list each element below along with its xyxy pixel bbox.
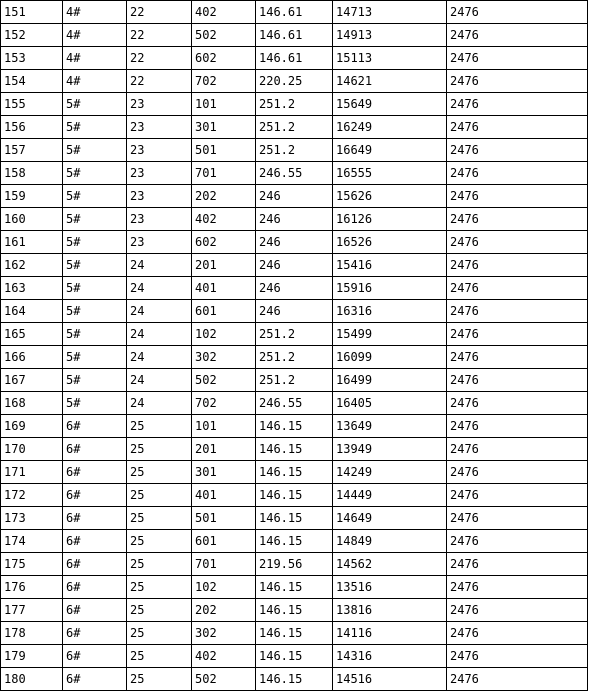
area-cell: 251.2 (256, 369, 333, 392)
row-number-cell: 168 (1, 392, 63, 415)
table-row (1, 254, 588, 277)
row-number-cell: 171 (1, 461, 63, 484)
room-cell: 402 (192, 1, 256, 24)
unit-cell: 24 (127, 254, 192, 277)
room-cell: 702 (192, 70, 256, 93)
building-cell: 6# (63, 553, 127, 576)
area-cell: 251.2 (256, 116, 333, 139)
row-number-cell: 155 (1, 93, 63, 116)
value-cell: 2476 (447, 415, 588, 438)
value-cell: 2476 (447, 93, 588, 116)
unit-cell: 25 (127, 576, 192, 599)
area-cell: 146.15 (256, 438, 333, 461)
row-number-cell: 178 (1, 622, 63, 645)
area-cell: 251.2 (256, 93, 333, 116)
unit-cell: 22 (127, 1, 192, 24)
room-cell: 101 (192, 415, 256, 438)
price-cell: 15499 (333, 323, 447, 346)
price-cell: 14116 (333, 622, 447, 645)
area-cell: 146.15 (256, 415, 333, 438)
table-row (1, 231, 588, 254)
price-cell: 14913 (333, 24, 447, 47)
area-cell: 246 (256, 277, 333, 300)
area-cell: 146.15 (256, 622, 333, 645)
building-cell: 6# (63, 507, 127, 530)
building-cell: 5# (63, 93, 127, 116)
building-cell: 5# (63, 323, 127, 346)
value-cell: 2476 (447, 47, 588, 70)
unit-cell: 23 (127, 231, 192, 254)
price-cell: 16649 (333, 139, 447, 162)
area-cell: 219.56 (256, 553, 333, 576)
building-cell: 5# (63, 231, 127, 254)
price-cell: 13816 (333, 599, 447, 622)
row-number-cell: 179 (1, 645, 63, 668)
building-cell: 6# (63, 484, 127, 507)
area-cell: 146.15 (256, 599, 333, 622)
table-row (1, 369, 588, 392)
unit-cell: 24 (127, 277, 192, 300)
value-cell: 2476 (447, 185, 588, 208)
table-row (1, 185, 588, 208)
row-number-cell: 176 (1, 576, 63, 599)
room-cell: 601 (192, 530, 256, 553)
room-cell: 502 (192, 369, 256, 392)
price-cell: 14449 (333, 484, 447, 507)
row-number-cell: 172 (1, 484, 63, 507)
building-cell: 5# (63, 346, 127, 369)
room-cell: 501 (192, 139, 256, 162)
unit-cell: 25 (127, 599, 192, 622)
value-cell: 2476 (447, 553, 588, 576)
table-row (1, 461, 588, 484)
unit-cell: 23 (127, 139, 192, 162)
room-cell: 401 (192, 484, 256, 507)
price-cell: 14249 (333, 461, 447, 484)
value-cell: 2476 (447, 277, 588, 300)
value-cell: 2476 (447, 162, 588, 185)
value-cell: 2476 (447, 668, 588, 691)
area-cell: 246 (256, 231, 333, 254)
value-cell: 2476 (447, 530, 588, 553)
row-number-cell: 162 (1, 254, 63, 277)
building-cell: 6# (63, 622, 127, 645)
area-cell: 146.15 (256, 576, 333, 599)
price-cell: 14516 (333, 668, 447, 691)
row-number-cell: 166 (1, 346, 63, 369)
unit-cell: 22 (127, 24, 192, 47)
room-cell: 202 (192, 185, 256, 208)
unit-cell: 23 (127, 116, 192, 139)
building-cell: 6# (63, 668, 127, 691)
building-cell: 6# (63, 415, 127, 438)
area-cell: 251.2 (256, 346, 333, 369)
price-cell: 13516 (333, 576, 447, 599)
table-row (1, 553, 588, 576)
value-cell: 2476 (447, 645, 588, 668)
room-cell: 502 (192, 24, 256, 47)
value-cell: 2476 (447, 461, 588, 484)
table-row (1, 162, 588, 185)
table-row (1, 277, 588, 300)
area-cell: 246 (256, 300, 333, 323)
row-number-cell: 157 (1, 139, 63, 162)
row-number-cell: 173 (1, 507, 63, 530)
table-row (1, 599, 588, 622)
table-row (1, 300, 588, 323)
room-cell: 101 (192, 93, 256, 116)
unit-cell: 24 (127, 346, 192, 369)
table-row (1, 507, 588, 530)
value-cell: 2476 (447, 116, 588, 139)
area-cell: 246.55 (256, 162, 333, 185)
building-cell: 4# (63, 24, 127, 47)
room-cell: 701 (192, 553, 256, 576)
area-cell: 220.25 (256, 70, 333, 93)
unit-cell: 25 (127, 668, 192, 691)
unit-cell: 24 (127, 369, 192, 392)
value-cell: 2476 (447, 24, 588, 47)
row-number-cell: 159 (1, 185, 63, 208)
row-number-cell: 158 (1, 162, 63, 185)
building-cell: 5# (63, 277, 127, 300)
area-cell: 251.2 (256, 139, 333, 162)
unit-cell: 23 (127, 162, 192, 185)
table-row (1, 576, 588, 599)
unit-cell: 22 (127, 70, 192, 93)
value-cell: 2476 (447, 346, 588, 369)
unit-cell: 23 (127, 208, 192, 231)
area-cell: 246 (256, 208, 333, 231)
building-cell: 5# (63, 392, 127, 415)
price-cell: 16499 (333, 369, 447, 392)
price-cell: 13949 (333, 438, 447, 461)
value-cell: 2476 (447, 139, 588, 162)
unit-cell: 25 (127, 438, 192, 461)
row-number-cell: 175 (1, 553, 63, 576)
table-row (1, 668, 588, 691)
room-cell: 402 (192, 645, 256, 668)
price-cell: 16526 (333, 231, 447, 254)
building-cell: 4# (63, 47, 127, 70)
building-cell: 6# (63, 599, 127, 622)
unit-cell: 25 (127, 553, 192, 576)
price-cell: 16405 (333, 392, 447, 415)
building-cell: 5# (63, 369, 127, 392)
row-number-cell: 163 (1, 277, 63, 300)
row-number-cell: 167 (1, 369, 63, 392)
room-cell: 401 (192, 277, 256, 300)
price-cell: 13649 (333, 415, 447, 438)
row-number-cell: 154 (1, 70, 63, 93)
price-cell: 14316 (333, 645, 447, 668)
table-row (1, 1, 588, 24)
building-cell: 4# (63, 70, 127, 93)
room-cell: 701 (192, 162, 256, 185)
price-cell: 15916 (333, 277, 447, 300)
area-cell: 146.15 (256, 484, 333, 507)
value-cell: 2476 (447, 599, 588, 622)
table-row (1, 139, 588, 162)
table-row (1, 484, 588, 507)
value-cell: 2476 (447, 1, 588, 24)
building-cell: 6# (63, 576, 127, 599)
area-cell: 146.15 (256, 461, 333, 484)
price-cell: 14562 (333, 553, 447, 576)
table-row (1, 116, 588, 139)
unit-cell: 25 (127, 530, 192, 553)
row-number-cell: 156 (1, 116, 63, 139)
room-cell: 602 (192, 47, 256, 70)
row-number-cell: 151 (1, 1, 63, 24)
value-cell: 2476 (447, 438, 588, 461)
table-body (1, 1, 588, 691)
building-cell: 5# (63, 185, 127, 208)
room-cell: 302 (192, 622, 256, 645)
price-cell: 16126 (333, 208, 447, 231)
unit-cell: 23 (127, 93, 192, 116)
building-cell: 5# (63, 254, 127, 277)
building-cell: 5# (63, 162, 127, 185)
row-number-cell: 160 (1, 208, 63, 231)
area-cell: 146.15 (256, 530, 333, 553)
table-row (1, 24, 588, 47)
building-cell: 4# (63, 1, 127, 24)
table-row (1, 70, 588, 93)
area-cell: 246 (256, 254, 333, 277)
building-cell: 6# (63, 645, 127, 668)
area-cell: 146.15 (256, 507, 333, 530)
room-cell: 102 (192, 576, 256, 599)
area-cell: 246.55 (256, 392, 333, 415)
room-cell: 102 (192, 323, 256, 346)
building-cell: 5# (63, 139, 127, 162)
room-cell: 702 (192, 392, 256, 415)
building-cell: 6# (63, 530, 127, 553)
room-cell: 201 (192, 254, 256, 277)
table-row (1, 392, 588, 415)
row-number-cell: 170 (1, 438, 63, 461)
price-cell: 15416 (333, 254, 447, 277)
table-row (1, 323, 588, 346)
row-number-cell: 152 (1, 24, 63, 47)
price-cell: 15649 (333, 93, 447, 116)
unit-cell: 25 (127, 461, 192, 484)
value-cell: 2476 (447, 392, 588, 415)
table-row (1, 530, 588, 553)
area-cell: 146.61 (256, 1, 333, 24)
price-cell: 14713 (333, 1, 447, 24)
unit-cell: 25 (127, 507, 192, 530)
value-cell: 2476 (447, 507, 588, 530)
value-cell: 2476 (447, 254, 588, 277)
value-cell: 2476 (447, 300, 588, 323)
room-cell: 301 (192, 461, 256, 484)
building-cell: 5# (63, 116, 127, 139)
price-cell: 16316 (333, 300, 447, 323)
table-row (1, 415, 588, 438)
price-cell: 15113 (333, 47, 447, 70)
area-cell: 251.2 (256, 323, 333, 346)
area-cell: 146.15 (256, 668, 333, 691)
unit-cell: 24 (127, 323, 192, 346)
value-cell: 2476 (447, 622, 588, 645)
table-row (1, 438, 588, 461)
row-number-cell: 177 (1, 599, 63, 622)
value-cell: 2476 (447, 369, 588, 392)
price-cell: 15626 (333, 185, 447, 208)
value-cell: 2476 (447, 484, 588, 507)
room-cell: 402 (192, 208, 256, 231)
unit-cell: 25 (127, 622, 192, 645)
value-cell: 2476 (447, 208, 588, 231)
unit-cell: 24 (127, 300, 192, 323)
building-cell: 5# (63, 300, 127, 323)
area-cell: 246 (256, 185, 333, 208)
room-cell: 502 (192, 668, 256, 691)
value-cell: 2476 (447, 70, 588, 93)
price-cell: 14649 (333, 507, 447, 530)
room-cell: 501 (192, 507, 256, 530)
unit-cell: 22 (127, 47, 192, 70)
price-cell: 14849 (333, 530, 447, 553)
room-cell: 302 (192, 346, 256, 369)
building-cell: 6# (63, 461, 127, 484)
price-cell: 16099 (333, 346, 447, 369)
price-cell: 16555 (333, 162, 447, 185)
unit-cell: 24 (127, 392, 192, 415)
value-cell: 2476 (447, 323, 588, 346)
area-cell: 146.61 (256, 24, 333, 47)
room-cell: 201 (192, 438, 256, 461)
building-cell: 6# (63, 438, 127, 461)
area-cell: 146.61 (256, 47, 333, 70)
value-cell: 2476 (447, 576, 588, 599)
row-number-cell: 174 (1, 530, 63, 553)
row-number-cell: 164 (1, 300, 63, 323)
table-row (1, 645, 588, 668)
unit-cell: 25 (127, 415, 192, 438)
unit-cell: 25 (127, 645, 192, 668)
row-number-cell: 169 (1, 415, 63, 438)
row-number-cell: 161 (1, 231, 63, 254)
price-cell: 14621 (333, 70, 447, 93)
table-row (1, 346, 588, 369)
unit-cell: 23 (127, 185, 192, 208)
table-row (1, 47, 588, 70)
area-cell: 146.15 (256, 645, 333, 668)
price-cell: 16249 (333, 116, 447, 139)
value-cell: 2476 (447, 231, 588, 254)
unit-cell: 25 (127, 484, 192, 507)
room-cell: 202 (192, 599, 256, 622)
building-cell: 5# (63, 208, 127, 231)
table-row (1, 208, 588, 231)
room-cell: 602 (192, 231, 256, 254)
row-number-cell: 153 (1, 47, 63, 70)
row-number-cell: 180 (1, 668, 63, 691)
table-row (1, 622, 588, 645)
room-cell: 601 (192, 300, 256, 323)
table-row (1, 93, 588, 116)
row-number-cell: 165 (1, 323, 63, 346)
room-cell: 301 (192, 116, 256, 139)
